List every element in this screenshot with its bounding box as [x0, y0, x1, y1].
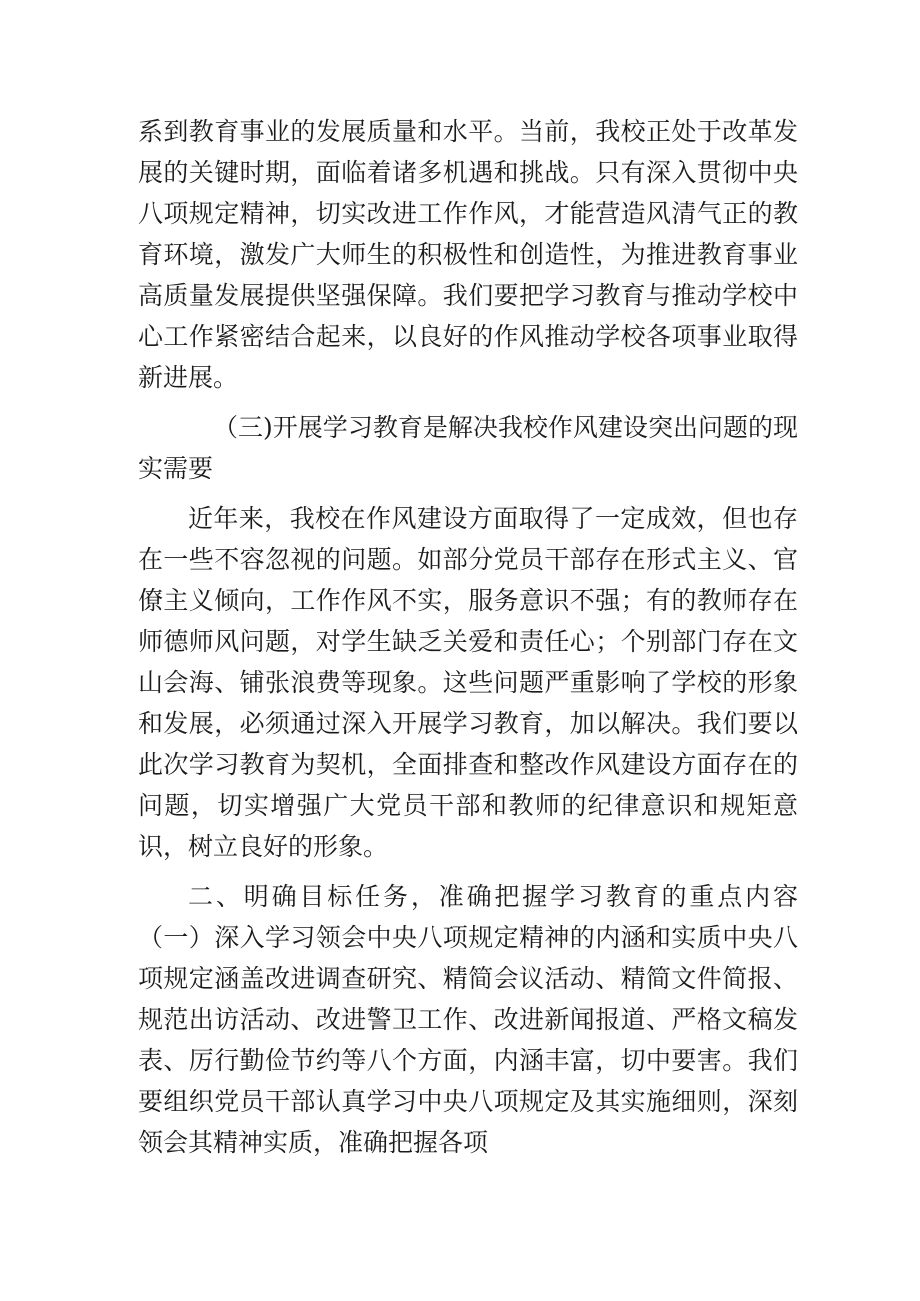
section-heading-2-paragraph: 二、明确目标任务，准确把握学习教育的重点内容（一）深入学习领会中央八项规定精神的内涵和实质中央八项规定涵盖改进调查研究、精简会议活动、精简文件简报、规范出访活动、改进警卫工作、改进新闻报道、严格文稿发表、厉行勤俭节约等八个方面，内涵丰富，切中要害。我们要组织党员干部认真学习中央八项规定及其实施细则，深刻领会其精神实质，准确把握各项	[138, 882, 798, 1157]
paragraph-recent-years: 近年来，我校在作风建设方面取得了一定成效，但也存在一些不容忽视的问题。如部分党员干部存在形式主义、官僚主义倾向，工作作风不实，服务意识不强；有的教师存在师德师风问题，对学生缺乏关爱和责任心；个别部门存在文山会海、铺张浪费等现象。这些问题严重影响了学校的形象和发展，必须通过深入开展学习教育，加以解决。我们要以此次学习教育为契机，全面排查和整改作风建设方面存在的问题，切实增强广大党员干部和教师的纪律意识和规矩意识，树立良好的形象。	[138, 504, 798, 861]
document-body	[138, 111, 798, 1172]
paragraph-continuation: 系到教育事业的发展质量和水平。当前，我校正处于改革发展的关键时期，面临着诸多机遇和挑战。只有深入贯彻中央八项规定精神，切实改进工作作风，才能营造风清气正的教育环境，激发广大师生的积极性和创造性，为推进教育事业高质量发展提供坚强保障。我们要把学习教育与推动学校中心工作紧密结合起来，以良好的作风推动学校各项事业取得新进展。	[138, 117, 798, 392]
section-heading-3: （三)开展学习教育是解决我校作风建设突出问题的现实需要	[138, 413, 798, 483]
